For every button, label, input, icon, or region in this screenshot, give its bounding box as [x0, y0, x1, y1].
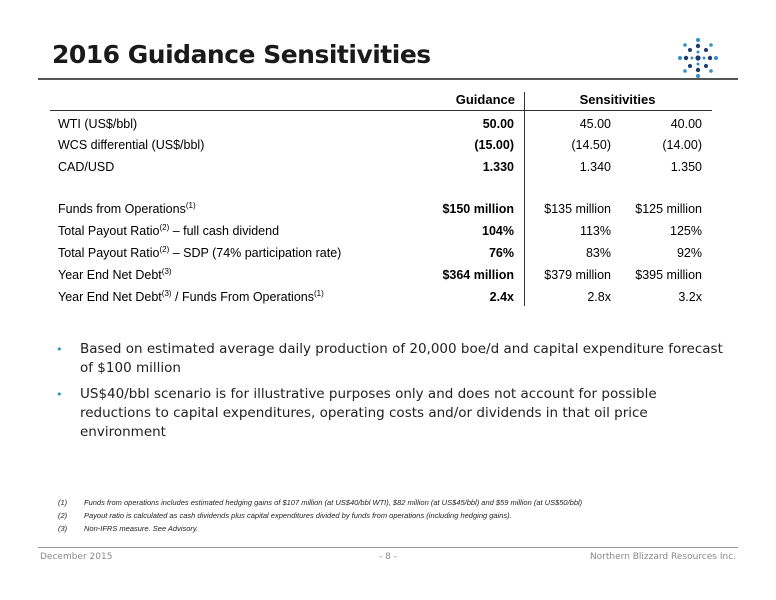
sensitivity-value-2: (14.00) [662, 138, 702, 152]
sensitivity-value-2: 40.00 [670, 117, 702, 131]
sensitivity-value-2: $395 million [635, 268, 702, 282]
row-label: CAD/USD [58, 160, 115, 174]
footnote-ref: (1) [313, 288, 324, 298]
sensitivity-value-2: 3.2x [678, 290, 702, 304]
sensitivity-value-1: 83% [585, 246, 611, 260]
footnote-number: (1) [58, 498, 68, 507]
footnote [58, 524, 738, 537]
sensitivity-value-1: 2.8x [587, 290, 611, 304]
sensitivity-value-1: $135 million [544, 202, 611, 216]
guidance-value: 50.00 [482, 117, 514, 131]
row-label: WTI (US$/bbl) [58, 117, 138, 131]
bullet-text: Based on estimated average daily production of 20,000 boe/d and capital expenditure forecast of $100 million [80, 341, 723, 376]
sensitivity-value-1: (14.50) [571, 138, 611, 152]
row-label [58, 290, 324, 304]
list-item [56, 340, 726, 378]
row-label [58, 202, 196, 216]
row-label-text: Total Payout Ratio [58, 224, 160, 238]
bullet-text: US$40/bbl scenario is for illustrative purposes only and does not account for possible reductions to capital expenditures, operating costs and/or dividends in that oil price environment [80, 386, 657, 440]
page-number: - 8 - [379, 552, 397, 562]
footnote [58, 511, 738, 524]
bullet-icon: • [56, 388, 63, 401]
guidance-value: 1.330 [482, 160, 514, 174]
guidance-header: Guidance [455, 92, 515, 107]
bullet-list [56, 340, 726, 449]
footnote-text: Funds from operations includes estimated hedging gains of $107 million (at US$40/bbl WTI), $82 million (at US$45/bbl) and $59 million (at US$50/bbl) [84, 498, 583, 507]
footnote-ref: (2) [159, 244, 170, 254]
title-divider [38, 78, 738, 80]
sensitivity-value-1: 45.00 [579, 117, 611, 131]
footnote [58, 498, 738, 511]
row-label-suffix: – full cash dividend [169, 224, 280, 238]
row-label [58, 246, 341, 260]
footer-date: December 2015 [40, 552, 113, 562]
table-row [0, 202, 776, 222]
row-label-suffix: – SDP (74% participation rate) [169, 246, 342, 260]
guidance-value: 104% [482, 224, 514, 238]
footnote-ref: (1) [185, 200, 196, 210]
table-row [0, 246, 776, 266]
sensitivity-value-2: $125 million [635, 202, 702, 216]
sensitivity-value-1: 1.340 [579, 160, 611, 174]
sensitivity-value-2: 1.350 [670, 160, 702, 174]
footer-divider [38, 547, 738, 548]
footnote-text: Payout ratio is calculated as cash dividends plus capital expenditures divided by funds from operations (including hedging gains). [84, 511, 512, 520]
table-row [0, 117, 776, 137]
guidance-value: $364 million [442, 268, 514, 282]
row-label [58, 268, 172, 282]
list-item [56, 385, 726, 442]
row-label-text: Year End Net Debt [58, 290, 162, 304]
guidance-value: $150 million [442, 202, 514, 216]
footnotes [58, 498, 738, 537]
footnote-ref: (2) [159, 222, 170, 232]
row-label-text: Year End Net Debt [58, 268, 162, 282]
row-label-text: Funds from Operations [58, 202, 186, 216]
footnote-number: (3) [58, 524, 68, 533]
sensitivities-header: Sensitivities [579, 92, 656, 107]
row-label-text: Total Payout Ratio [58, 246, 160, 260]
page-title: 2016 Guidance Sensitivities [52, 40, 431, 69]
footnote-ref: (3) [161, 288, 172, 298]
footnote-text: Non-IFRS measure. See Advisory. [84, 524, 199, 533]
footnote-ref: (3) [161, 266, 172, 276]
table-row [0, 290, 776, 310]
bullet-icon: • [56, 343, 63, 356]
row-label [58, 224, 279, 238]
footer-company: Northern Blizzard Resources Inc. [589, 552, 736, 562]
guidance-value: 76% [488, 246, 514, 260]
sensitivity-value-1: $379 million [544, 268, 611, 282]
table-row [0, 138, 776, 158]
snowflake-logo-icon [676, 36, 720, 80]
sensitivity-value-2: 125% [670, 224, 702, 238]
footnote-number: (2) [58, 511, 68, 520]
guidance-value: (15.00) [474, 138, 514, 152]
table-row [0, 160, 776, 180]
row-label-suffix: / Funds From Operations [171, 290, 314, 304]
sensitivity-value-2: 92% [676, 246, 702, 260]
table-header-rule [50, 110, 712, 111]
row-label: WCS differential (US$/bbl) [58, 138, 205, 152]
table-row [0, 268, 776, 288]
table-row [0, 224, 776, 244]
sensitivity-value-1: 113% [579, 224, 611, 238]
guidance-value: 2.4x [489, 290, 514, 304]
